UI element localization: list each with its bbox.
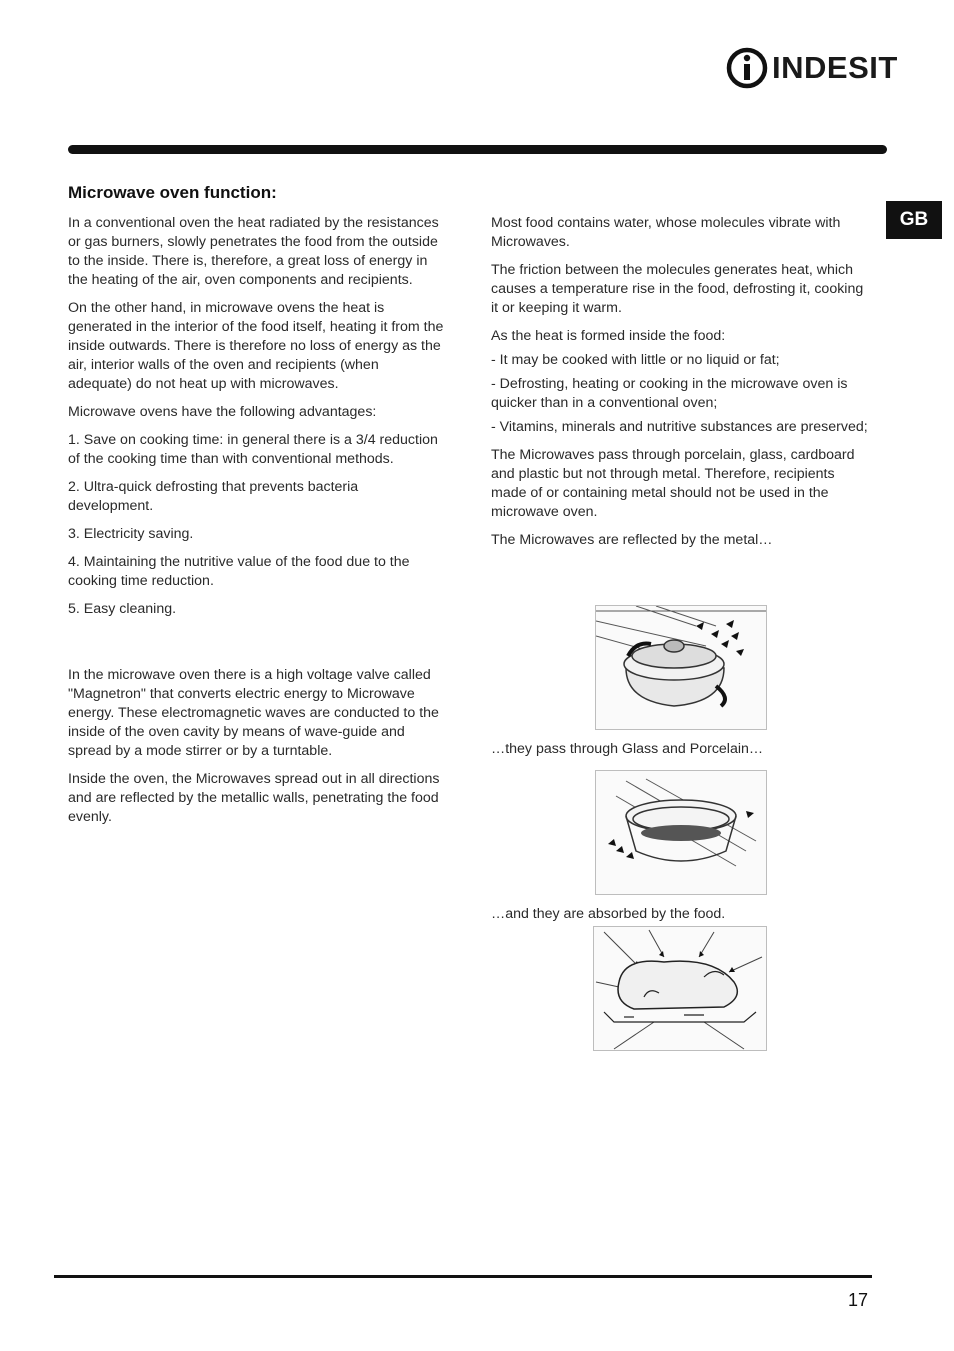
paragraph: The Microwaves are reflected by the metal… <box>491 532 773 548</box>
section-title: Microwave oven function: <box>68 183 277 202</box>
paragraph: On the other hand, in microwave ovens the heat is generated in the interior of the food itself, heating it from the inside outwards. There is therefore no loss of energy as the air, interior walls of the oven and recipients (when adequate) do not heat up with microwaves. <box>68 300 444 392</box>
right-column <box>491 214 871 559</box>
paragraph: Microwave ovens have the following advantages: <box>68 404 377 420</box>
paragraph: In the microwave oven there is a high voltage valve called "Magnetron" that converts electric energy to Microwave energy. These electromagnetic waves are conducted to the inside of the oven cavity by means of wave-guide and spread by a mode stirrer or by a turntable. <box>68 667 439 759</box>
paragraph: As the heat is formed inside the food: <box>491 328 726 344</box>
advantage-item: 3. Electricity saving. <box>68 526 194 542</box>
figure-roast-chicken <box>593 926 767 1051</box>
paragraph: In a conventional oven the heat radiated by the resistances or gas burners, slowly penetrates the food from the outside to the inside. There is, therefore, a great loss of energy in the heating of the air, oven components and recipients. <box>68 215 439 288</box>
roast-chicken-icon <box>594 927 766 1050</box>
paragraph: The friction between the molecules generates heat, which causes a temperature rise in the food, defrosting it, cooking it or keeping it warm. <box>491 262 864 316</box>
list-item: - Defrosting, heating or cooking in the microwave oven is quicker than in a conventional oven; <box>491 376 848 411</box>
list-item: - It may be cooked with little or no liquid or fat; <box>491 352 780 368</box>
spacer <box>68 628 446 666</box>
figure-glass-dish <box>595 770 767 895</box>
figure-caption: …and they are absorbed by the food. <box>491 906 726 922</box>
footer-divider <box>54 1275 872 1278</box>
advantage-item: 5. Easy cleaning. <box>68 601 177 617</box>
metal-pot-icon <box>596 606 766 729</box>
header-divider <box>68 145 887 154</box>
paragraph: Inside the oven, the Microwaves spread out in all directions and are reflected by the metallic walls, penetrating the food evenly. <box>68 771 440 825</box>
language-tab: GB <box>886 201 942 239</box>
figure-metal-pot <box>595 605 767 730</box>
logo-wordmark: INDESIT <box>772 50 898 85</box>
logo-emblem-icon <box>726 46 768 90</box>
glass-dish-icon <box>596 771 766 894</box>
paragraph: The Microwaves pass through porcelain, glass, cardboard and plastic but not through metal. Therefore, recipients made of or containing metal should not be used in the microwave oven. <box>491 447 855 520</box>
advantage-item: 4. Maintaining the nutritive value of the food due to the cooking time reduction. <box>68 554 410 589</box>
list-item: - Vitamins, minerals and nutritive substances are preserved; <box>491 419 868 435</box>
advantage-item: 1. Save on cooking time: in general there is a 3/4 reduction of the cooking time than with conventional methods. <box>68 432 438 467</box>
left-column <box>68 214 446 836</box>
page-number: 17 <box>847 1290 868 1310</box>
figure-caption: …they pass through Glass and Porcelain… <box>491 741 764 757</box>
paragraph: Most food contains water, whose molecules vibrate with Microwaves. <box>491 215 841 250</box>
brand-logo <box>726 46 898 90</box>
advantage-item: 2. Ultra-quick defrosting that prevents bacteria development. <box>68 479 359 514</box>
